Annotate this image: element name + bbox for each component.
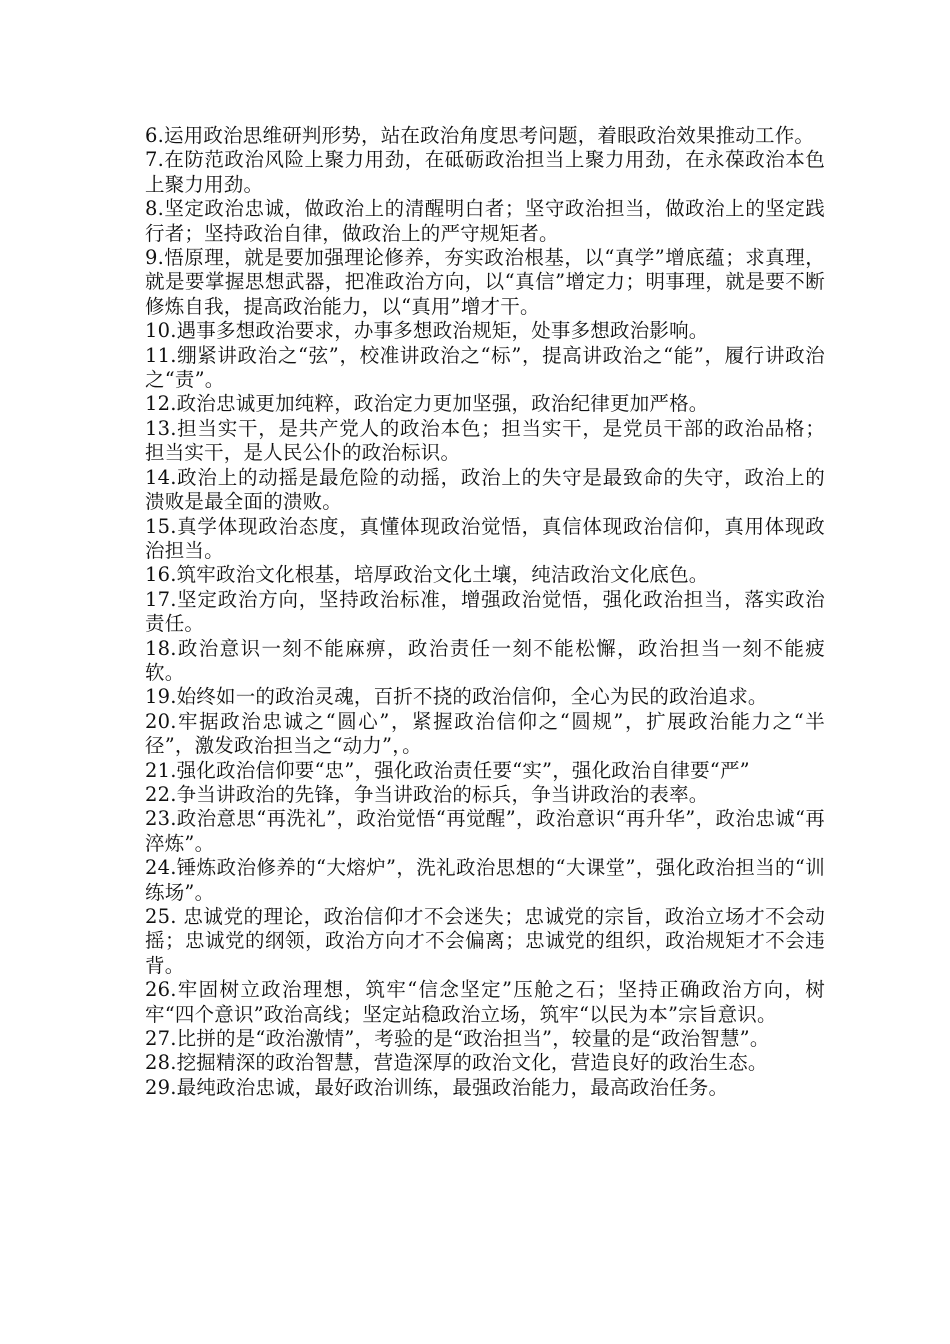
paragraph-12: 12.政治忠诚更加纯粹，政治定力更加坚强，政治纪律更加严格。 [145, 392, 709, 416]
paragraph-11: 11.绷紧讲政治之“弦”，校准讲政治之“标”，提高讲政治之“能”，履行讲政治之“责”。 [145, 343, 825, 392]
paragraph-28: 28.挖掘精深的政治智慧，营造深厚的政治文化，营造良好的政治生态。 [145, 1051, 768, 1075]
paragraph-7: 7.在防范政治风险上聚力用劲，在砥砺政治担当上聚力用劲，在永葆政治本色上聚力用劲。 [145, 148, 825, 196]
paragraph-21: 21.强化政治信仰要“忠”，强化政治责任要“实”，强化政治自律要“严” [145, 758, 750, 782]
paragraph-29: 29.最纯政治忠诚，最好政治训练，最强政治能力，最高政治任务。 [145, 1075, 729, 1099]
paragraph-8: 8.坚定政治忠诚，做政治上的清醒明白者；坚守政治担当，做政治上的坚定践行者；坚持政治自律，做政治上的严守规矩者。 [145, 197, 825, 245]
paragraph-22: 22.争当讲政治的先锋，争当讲政治的标兵，争当讲政治的表率。 [145, 782, 709, 806]
paragraph-24: 24.锤炼政治修养的“大熔炉”，洗礼政治思想的“大课堂”，强化政治担当的“训练场”。 [145, 856, 825, 904]
paragraph-26: 26.牢固树立政治理想，筑牢“信念坚定”压舱之石；坚持正确政治方向，树牢“四个意识”政治高线；坚定站稳政治立场，筑牢“以民为本”宗旨意识。 [145, 978, 825, 1026]
paragraph-25: 25. 忠诚党的理论，政治信仰才不会迷失；忠诚党的宗旨，政治立场才不会动摇；忠诚党的纲领，政治方向才不会偏离；忠诚党的组织，政治规矩才不会违背。 [145, 905, 825, 977]
paragraph-18: 18.政治意识一刻不能麻痹，政治责任一刻不能松懈，政治担当一刻不能疲软。 [145, 636, 825, 684]
paragraph-14: 14.政治上的动摇是最危险的动摇，政治上的失守是最致命的失守，政治上的溃败是最全面的溃败。 [145, 465, 825, 514]
paragraph-10: 10.遇事多想政治要求，办事多想政治规矩，处事多想政治影响。 [145, 319, 709, 343]
paragraph-6: 6.运用政治思维研判形势，站在政治角度思考问题，着眼政治效果推动工作。 [145, 124, 815, 147]
paragraph-27: 27.比拼的是“政治激情”，考验的是“政治担当”，较量的是“政治智慧”。 [145, 1027, 770, 1051]
document-body [145, 124, 825, 1100]
paragraph-20: 20.牢据政治忠诚之“圆心”，紧握政治信仰之“圆规”，扩展政治能力之“半径”，激发政治担当之“动力”，。 [145, 709, 825, 758]
paragraph-19: 19.始终如一的政治灵魂，百折不挠的政治信仰，全心为民的政治追求。 [145, 685, 768, 709]
paragraph-15: 15.真学体现政治态度，真懂体现政治觉悟，真信体现政治信仰，真用体现政治担当。 [145, 514, 825, 562]
paragraph-9: 9.悟原理，就是要加强理论修养，夯实政治根基，以“真学”增底蕴；求真理，就是要掌握思想武器，把准政治方向，以“真信”增定力；明事理，就是要不断修炼自我，提高政治能力，以“真用”增才干。 [145, 246, 825, 318]
paragraph-17: 17.坚定政治方向，坚持政治标准，增强政治觉悟，强化政治担当，落实政治责任。 [145, 587, 825, 636]
paragraph-13: 13.担当实干，是共产党人的政治本色；担当实干，是党员干部的政治品格；担当实干，是人民公仆的政治标识。 [145, 416, 825, 465]
paragraph-16: 16.筑牢政治文化根基，培厚政治文化土壤，纯洁政治文化底色。 [145, 563, 709, 587]
paragraph-23: 23.政治意思“再洗礼”，政治觉悟“再觉醒”，政治意识“再升华”，政治忠诚“再淬炼”。 [145, 807, 825, 855]
